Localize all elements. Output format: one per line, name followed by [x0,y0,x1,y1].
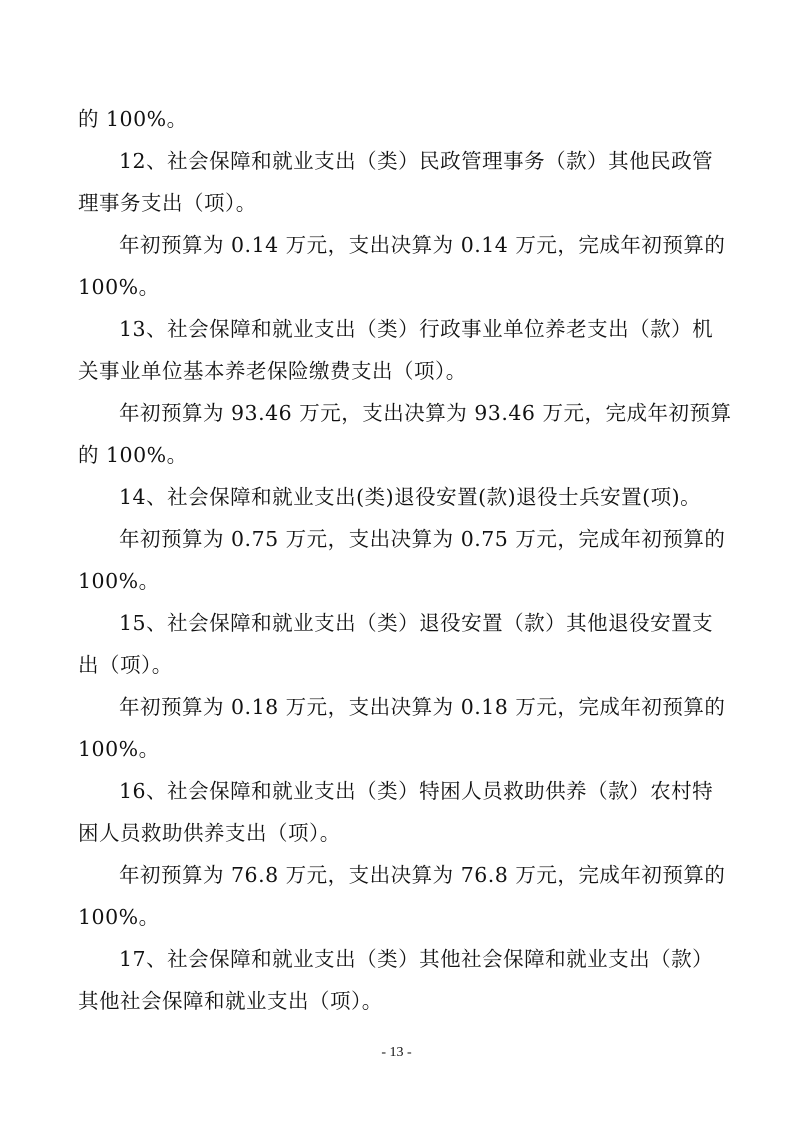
paragraph-1 [78,140,718,224]
paragraph-line: 15、社会保障和就业支出（类）退役安置（款）其他退役安置支 [119,611,714,635]
paragraph-9 [78,770,718,854]
paragraph-line: 14、社会保障和就业支出(类)退役安置(款)退役士兵安置(项)。 [119,485,702,509]
paragraph-line: 困人员救助供养支出（项）。 [78,821,341,845]
paragraph-6 [78,518,726,602]
paragraph-line: 年初预算为 0.14 万元，支出决算为 0.14 万元，完成年初预算的 [119,233,726,257]
paragraph-line: 理事务支出（项）。 [78,191,257,215]
paragraph-line: 出（项）。 [78,653,173,677]
paragraph-0 [78,98,718,140]
paragraph-line: 年初预算为 93.46 万元，支出决算为 93.46 万元，完成年初预算 [119,401,732,425]
paragraph-line: 100%。 [78,275,160,299]
paragraph-line: 100%。 [78,905,160,929]
paragraph-7 [78,602,718,686]
page-number: - 13 - [381,1045,412,1060]
paragraph-line: 13、社会保障和就业支出（类）行政事业单位养老支出（款）机 [119,317,714,341]
paragraph-2 [78,224,726,308]
paragraph-line: 其他社会保障和就业支出（项）。 [78,989,383,1013]
paragraph-line: 年初预算为 0.18 万元，支出决算为 0.18 万元，完成年初预算的 [119,695,726,719]
paragraph-line: 的 100%。 [78,443,188,467]
paragraph-line: 年初预算为 76.8 万元，支出决算为 76.8 万元，完成年初预算的 [119,863,726,887]
paragraph-3 [78,308,718,392]
paragraph-5 [78,476,718,518]
paragraph-line: 的 100%。 [78,107,188,131]
paragraph-line: 17、社会保障和就业支出（类）其他社会保障和就业支出（款） [119,947,714,971]
paragraph-line: 年初预算为 0.75 万元，支出决算为 0.75 万元，完成年初预算的 [119,527,726,551]
paragraph-10 [78,854,726,938]
paragraph-line: 16、社会保障和就业支出（类）特困人员救助供养（款）农村特 [119,779,714,803]
paragraph-4 [78,392,732,476]
paragraph-line: 100%。 [78,737,160,761]
paragraph-line: 关事业单位基本养老保险缴费支出（项）。 [78,359,467,383]
paragraph-line: 12、社会保障和就业支出（类）民政管理事务（款）其他民政管 [119,149,714,173]
paragraph-11 [78,938,718,1022]
paragraph-line: 100%。 [78,569,160,593]
paragraph-8 [78,686,726,770]
